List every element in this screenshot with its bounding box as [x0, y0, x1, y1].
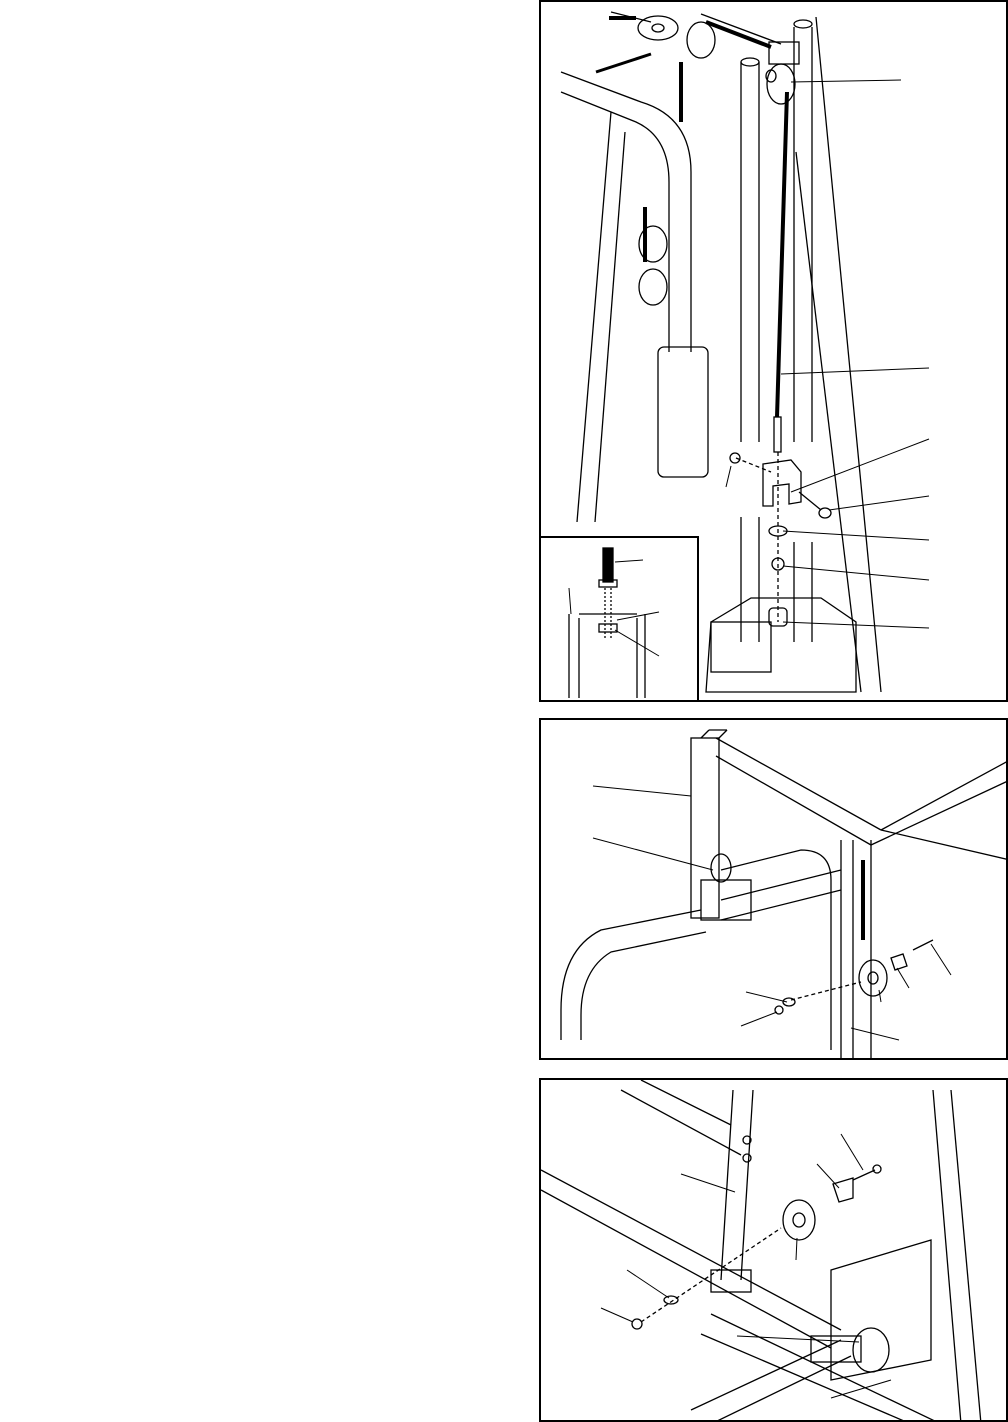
curved-frame: [561, 910, 701, 1040]
inset-drawing: [541, 538, 697, 702]
upright-post: [691, 738, 719, 918]
washer: [664, 1296, 678, 1304]
handle-tube: [561, 72, 691, 352]
selector-bracket: [763, 460, 801, 506]
bolt: [853, 1170, 875, 1180]
upright-base-bracket: [711, 1270, 751, 1292]
upright: [721, 1090, 733, 1280]
bolt: [799, 492, 821, 510]
weight-stack: [706, 598, 856, 692]
figure-3-drawing: [541, 1080, 1008, 1422]
figure-lower-pulley: [539, 1078, 1008, 1422]
figure-2-drawing: [541, 720, 1008, 1060]
nut-left: [730, 453, 740, 463]
pulley: [859, 960, 887, 996]
cable-ball-end: [774, 417, 781, 452]
handle-grip: [658, 347, 708, 477]
right-frame: [933, 1090, 961, 1422]
lower-pulley: [853, 1328, 889, 1372]
callout-leaders: [593, 786, 951, 1040]
figure-1-inset: [541, 536, 699, 702]
top-arm: [716, 738, 881, 830]
figure-front-pulley: [539, 718, 1008, 1060]
handle-tube-inner: [561, 92, 669, 352]
bolt: [913, 940, 933, 950]
pulley: [783, 1200, 815, 1240]
middle-pulley-lower: [639, 269, 667, 305]
top-pulley-right: [687, 22, 715, 58]
figure-cable-weight-selector: [539, 0, 1008, 702]
inset-nut: [599, 624, 617, 632]
inset-cable: [603, 548, 613, 582]
cable-top-right: [706, 22, 771, 47]
top-pulley-left: [638, 16, 678, 40]
nut: [632, 1319, 642, 1329]
callout-leaders: [726, 80, 929, 628]
main-cable: [777, 92, 787, 417]
pulley-bracket: [891, 954, 907, 970]
left-frame-rail-inner: [595, 132, 625, 522]
left-frame-rail: [577, 112, 611, 522]
pulley-bracket: [833, 1178, 853, 1202]
